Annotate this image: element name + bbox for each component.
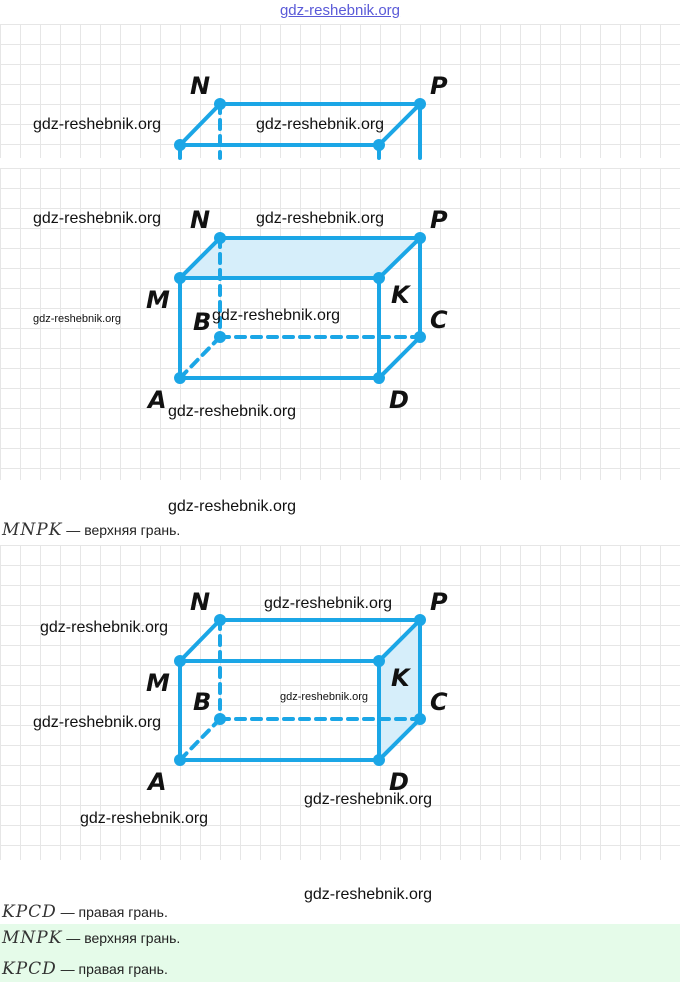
figure-partial [0,0,680,160]
label-b: B [193,688,212,716]
label-n: N [190,206,211,234]
label-c: C [430,688,448,716]
watermark-text: gdz-reshebnik.org [264,595,393,612]
label-m: M [146,286,170,314]
label-p: P [430,72,448,100]
watermark-text: gdz-reshebnik.org [280,691,369,703]
edge-nm [180,104,220,145]
vertex-n [214,98,226,110]
face-name: MNPK [2,520,63,540]
watermark-text: gdz-reshebnik.org [33,313,122,325]
caption-text: — правая грань. [56,904,168,920]
watermark-text: gdz-reshebnik.org [168,498,297,515]
watermark-text: gdz-reshebnik.org [33,714,162,731]
label-k: K [391,664,410,692]
watermark-text: gdz-reshebnik.org [212,307,341,324]
face-name: MNPK [2,928,63,948]
face-name: KPCD [2,902,57,922]
watermark-text: gdz-reshebnik.org [40,619,169,636]
label-n: N [190,588,211,616]
edge-pk [379,104,420,145]
watermark-text: gdz-reshebnik.org [304,791,433,808]
watermark-text: gdz-reshebnik.org [304,886,433,903]
answer-text: — правая грань. [56,961,168,977]
watermark-text: gdz-reshebnik.org [80,810,209,827]
label-d: D [389,768,409,796]
watermark-text: gdz-reshebnik.org [256,116,385,133]
label-k: K [391,281,410,309]
label-n: N [190,72,211,100]
caption-top-face [2,520,180,540]
caption-text: — верхняя грань. [62,522,181,538]
site-link[interactable]: gdz-reshebnik.org [279,2,401,19]
vertex-m [174,139,186,151]
label-d: D [389,386,409,414]
label-a: A [148,386,167,414]
label-b: B [193,308,212,336]
label-p: P [430,588,448,616]
figure-top-face [0,168,680,515]
label-c: C [430,306,448,334]
watermark-text: gdz-reshebnik.org [33,116,162,133]
answer-line-2 [2,959,168,979]
answer-line-1 [2,928,180,948]
watermark-text: gdz-reshebnik.org [33,210,162,227]
answer-text: — верхняя грань. [62,930,181,946]
watermark-text: gdz-reshebnik.org [256,210,385,227]
vertex-p [414,98,426,110]
vertex-k [373,139,385,151]
label-a: A [148,768,167,796]
face-name: KPCD [2,959,57,979]
figure-right-face [0,545,680,845]
label-p: P [430,206,448,234]
label-m: M [146,669,170,697]
watermark-text: gdz-reshebnik.org [168,403,297,420]
caption-right-face [2,902,168,922]
